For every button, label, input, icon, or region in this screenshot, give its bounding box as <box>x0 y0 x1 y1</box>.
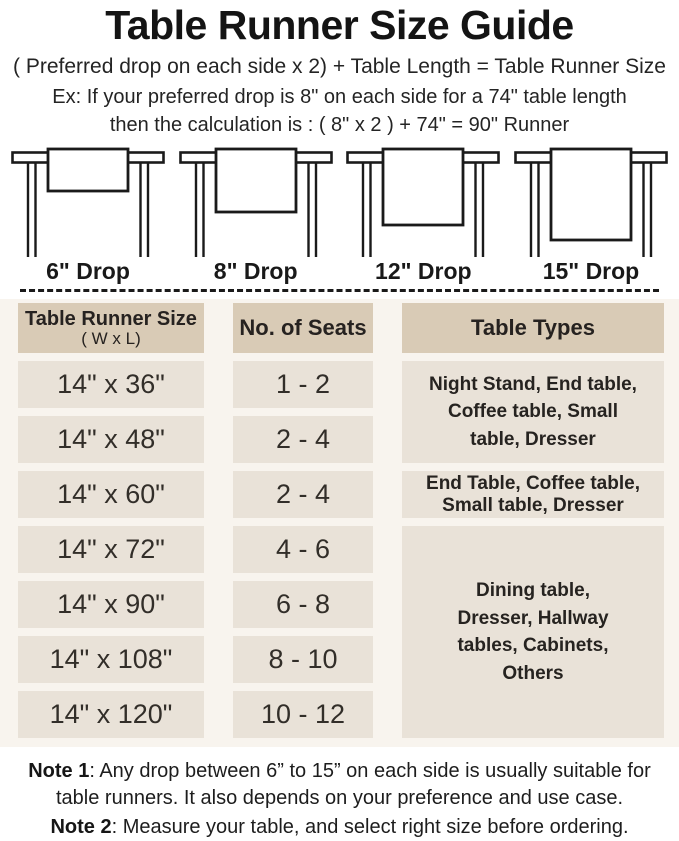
table-types-cell <box>402 361 664 463</box>
table-with-runner-icon <box>343 145 503 257</box>
table-types-text <box>426 473 640 516</box>
table-types-text <box>429 371 637 454</box>
size-column-header <box>18 303 204 353</box>
drop-illustration <box>511 145 671 285</box>
seats-cell: 8 - 10 <box>233 636 373 683</box>
guide-header <box>0 2 679 137</box>
table-with-runner-icon <box>8 145 168 257</box>
note-label: Note 2 <box>50 816 112 839</box>
example-line-2: then the calculation is : ( 8" x 2 ) + 74" = 90" Runner <box>109 114 570 137</box>
example-line-1: Ex: If your preferred drop is 8" on each side for a 74" table length <box>52 86 627 109</box>
table-types-line: End Table, Coffee table, <box>426 473 640 495</box>
note <box>14 758 665 811</box>
drop-illustrations-row <box>0 142 679 285</box>
table-types-line: Small table, Dresser <box>442 494 624 516</box>
dashed-divider <box>20 289 659 292</box>
note-text: : Any drop between 6” to 15” on each side is usually suitable for table runners. It also depends on your preference and use case. <box>55 760 651 809</box>
table-with-runner-icon <box>511 145 671 257</box>
seats-column-header: No. of Seats <box>233 303 373 353</box>
runner-size-cell: 14" x 60" <box>18 471 204 518</box>
types-column-header: Table Types <box>402 303 664 353</box>
table-types-cell <box>402 471 664 518</box>
drop-illustration <box>8 145 168 285</box>
seats-cell: 1 - 2 <box>233 361 373 408</box>
runner-size-cell: 14" x 48" <box>18 416 204 463</box>
drop-label: 12" Drop <box>375 258 472 285</box>
runner-size-cell: 14" x 36" <box>18 361 204 408</box>
table-types-line: Others <box>502 662 564 684</box>
note-text: : Measure your table, and select right size before ordering. <box>111 816 629 839</box>
table-types-line: Night Stand, End table, <box>429 373 637 395</box>
drop-illustration <box>343 145 503 285</box>
page-title: Table Runner Size Guide <box>105 2 574 48</box>
table-runner-size-guide-page <box>0 2 679 839</box>
size-header-line1: Table Runner Size <box>25 307 197 330</box>
drop-label: 8" Drop <box>213 258 298 285</box>
runner-size-cell: 14" x 108" <box>18 636 204 683</box>
table-types-line: Coffee table, Small <box>447 401 618 423</box>
notes-section <box>0 747 679 841</box>
table-types-line: table, Dresser <box>470 428 596 450</box>
note-label: Note 1 <box>28 760 90 783</box>
size-formula-text: ( Preferred drop on each side x 2) + Table Length = Table Runner Size <box>13 55 666 79</box>
drop-illustration <box>176 145 336 285</box>
note <box>14 814 665 841</box>
seats-cell: 2 - 4 <box>233 471 373 518</box>
table-types-line: Dining table, <box>475 580 590 602</box>
table-types-cell <box>402 526 664 738</box>
seats-cell: 6 - 8 <box>233 581 373 628</box>
drop-label: 15" Drop <box>542 258 640 285</box>
seats-cell: 10 - 12 <box>233 691 373 738</box>
drop-label: 6" Drop <box>46 258 130 285</box>
table-types-line: Dresser, Hallway <box>457 607 609 629</box>
table-types-text <box>457 577 608 687</box>
size-header-line2: ( W x L) <box>81 328 141 348</box>
runner-size-cell: 14" x 90" <box>18 581 204 628</box>
runner-size-cell: 14" x 72" <box>18 526 204 573</box>
seats-cell: 2 - 4 <box>233 416 373 463</box>
table-with-runner-icon <box>176 145 336 257</box>
runner-size-cell: 14" x 120" <box>18 691 204 738</box>
size-table <box>0 299 679 747</box>
table-types-line: tables, Cabinets, <box>457 635 609 657</box>
seats-cell: 4 - 6 <box>233 526 373 573</box>
